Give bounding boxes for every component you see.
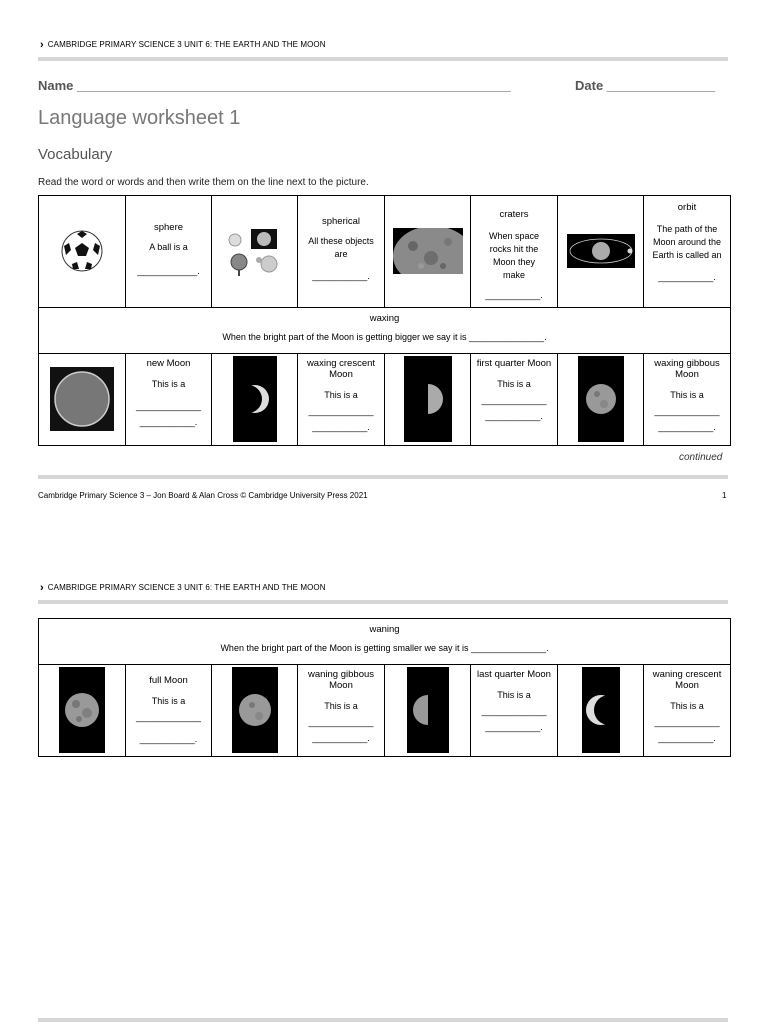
answer-blank-1[interactable]: _____________ — [135, 712, 202, 722]
crater-icon — [393, 228, 463, 274]
orbit-icon — [567, 234, 635, 268]
vocab-word: spherical — [321, 216, 361, 227]
phase-full-moon — [126, 665, 212, 757]
answer-blank-1[interactable]: _____________ — [654, 717, 720, 727]
header-rule — [38, 600, 728, 604]
phase-word: new Moon — [146, 358, 191, 369]
orbit-picture — [558, 196, 644, 308]
phase-waning-crescent — [644, 665, 731, 757]
waning-sentence[interactable]: When the bright part of the Moon is getting smaller we say it is _______________. — [220, 643, 549, 653]
waning-gibbous-picture — [212, 665, 298, 757]
answer-blank-1[interactable]: _____________ — [481, 706, 547, 716]
answer-blank-1[interactable]: _____________ — [308, 406, 374, 416]
waning-table — [38, 618, 731, 757]
answer-blank-2[interactable]: ___________. — [485, 722, 543, 732]
vocab-word: sphere — [153, 222, 184, 233]
last-quarter-icon — [407, 667, 449, 753]
answer-blank[interactable]: ___________. — [312, 271, 370, 281]
answer-blank-1[interactable]: _____________ — [308, 717, 374, 727]
vocab-craters — [471, 196, 558, 308]
phase-waxing-crescent — [298, 354, 385, 446]
full-moon-picture — [39, 665, 126, 757]
phase-word: last quarter Moon — [477, 669, 551, 680]
phase-last-quarter — [471, 665, 558, 757]
vocab-spherical — [298, 196, 385, 308]
first-quarter-icon — [404, 356, 452, 442]
page-title: Language worksheet 1 — [38, 107, 241, 129]
vocab-word: craters — [499, 209, 529, 220]
footer-rule — [38, 475, 728, 479]
phase-text: This is a — [324, 390, 358, 400]
answer-blank-2[interactable]: ___________. — [658, 733, 716, 743]
phase-word: waning crescent Moon — [652, 669, 722, 691]
new-moon-picture — [39, 354, 126, 446]
page1-header-text: CAMBRIDGE PRIMARY SCIENCE 3 UNIT 6: THE EARTH AND THE MOON — [47, 40, 326, 49]
phase-word: waxing crescent Moon — [306, 358, 376, 380]
page1-header — [40, 40, 326, 49]
new-moon-icon — [50, 367, 114, 431]
waxing-crescent-picture — [212, 354, 298, 446]
answer-blank-2[interactable]: ___________. — [139, 734, 198, 744]
last-quarter-picture — [385, 665, 471, 757]
phase-text: This is a — [497, 690, 531, 700]
page2-header-text: CAMBRIDGE PRIMARY SCIENCE 3 UNIT 6: THE EARTH AND THE MOON — [47, 583, 326, 592]
page2-header — [40, 583, 326, 592]
waxing-word: waxing — [369, 313, 400, 324]
waxing-gibbous-picture — [558, 354, 644, 446]
soccer-ball-picture — [39, 196, 126, 308]
phase-text: This is a — [151, 379, 186, 389]
soccer-ball-icon — [60, 229, 104, 273]
phase-word: waxing gibbous Moon — [654, 358, 720, 380]
answer-blank-2[interactable]: ___________. — [312, 422, 370, 432]
section-title: Vocabulary — [38, 146, 113, 163]
answer-blank[interactable]: ___________. — [485, 290, 543, 300]
waxing-row — [39, 308, 731, 354]
crater-picture — [385, 196, 471, 308]
answer-blank-2[interactable]: ___________. — [312, 733, 370, 743]
phase-new-moon — [126, 354, 212, 446]
waning-gibbous-icon — [232, 667, 278, 753]
phase-word: full Moon — [149, 675, 188, 686]
spherical-objects-picture — [212, 196, 298, 308]
phase-word: waning gibbous Moon — [307, 669, 375, 691]
phase-text: This is a — [670, 701, 704, 711]
chevron-right-icon: › — [40, 581, 44, 594]
waxing-gibbous-icon — [578, 356, 624, 442]
answer-blank-2[interactable]: ___________. — [485, 411, 543, 421]
header-rule — [38, 57, 728, 61]
instruction: Read the word or words and then write them on the line next to the picture. — [38, 177, 369, 188]
answer-blank-2[interactable]: ___________. — [658, 422, 716, 432]
phase-text: This is a — [151, 696, 186, 706]
phase-word: first quarter Moon — [476, 358, 552, 369]
name-field[interactable]: Name ____________________________________________________________ — [38, 78, 511, 93]
phase-waxing-gibbous — [644, 354, 731, 446]
waning-crescent-picture — [558, 665, 644, 757]
spherical-objects-icon — [225, 224, 285, 278]
footer-text: Cambridge Primary Science 3 – Jon Board & Alan Cross © Cambridge University Press 2021 — [38, 491, 368, 500]
phase-waning-gibbous — [298, 665, 385, 757]
date-field[interactable]: Date _______________ — [575, 78, 716, 93]
answer-blank[interactable]: ___________. — [658, 272, 716, 282]
waxing-crescent-icon — [233, 356, 277, 442]
full-moon-icon — [59, 667, 105, 753]
vocab-definition: The path of the Moon around the Earth is called an — [652, 224, 722, 260]
vocab-word: orbit — [677, 202, 697, 213]
vocab-definition: All these objects are — [308, 236, 374, 259]
vocab-sphere — [126, 196, 212, 308]
answer-blank-1[interactable]: _____________ — [135, 401, 202, 411]
answer-blank[interactable]: ____________. — [137, 266, 200, 276]
waning-row — [39, 619, 731, 665]
phase-first-quarter — [471, 354, 558, 446]
answer-blank-1[interactable]: _____________ — [481, 395, 547, 405]
vocab-definition: A ball is a — [149, 242, 188, 252]
continued-note: continued — [679, 452, 723, 463]
answer-blank-2[interactable]: ___________. — [139, 417, 198, 427]
page-number: 1 — [722, 491, 727, 500]
bottom-rule — [38, 1018, 728, 1022]
vocab-orbit — [644, 196, 731, 308]
phase-text: This is a — [324, 701, 358, 711]
chevron-right-icon: › — [40, 38, 44, 51]
phase-text: This is a — [497, 379, 531, 389]
answer-blank-1[interactable]: _____________ — [654, 406, 720, 416]
vocab-table — [38, 195, 731, 446]
waning-crescent-icon — [582, 667, 620, 753]
waxing-sentence[interactable]: When the bright part of the Moon is getting bigger we say it is _______________. — [222, 332, 547, 342]
waning-word: waning — [369, 624, 400, 635]
phase-text: This is a — [670, 390, 704, 400]
first-quarter-picture — [385, 354, 471, 446]
vocab-definition: When space rocks hit the Moon they make — [488, 231, 540, 280]
